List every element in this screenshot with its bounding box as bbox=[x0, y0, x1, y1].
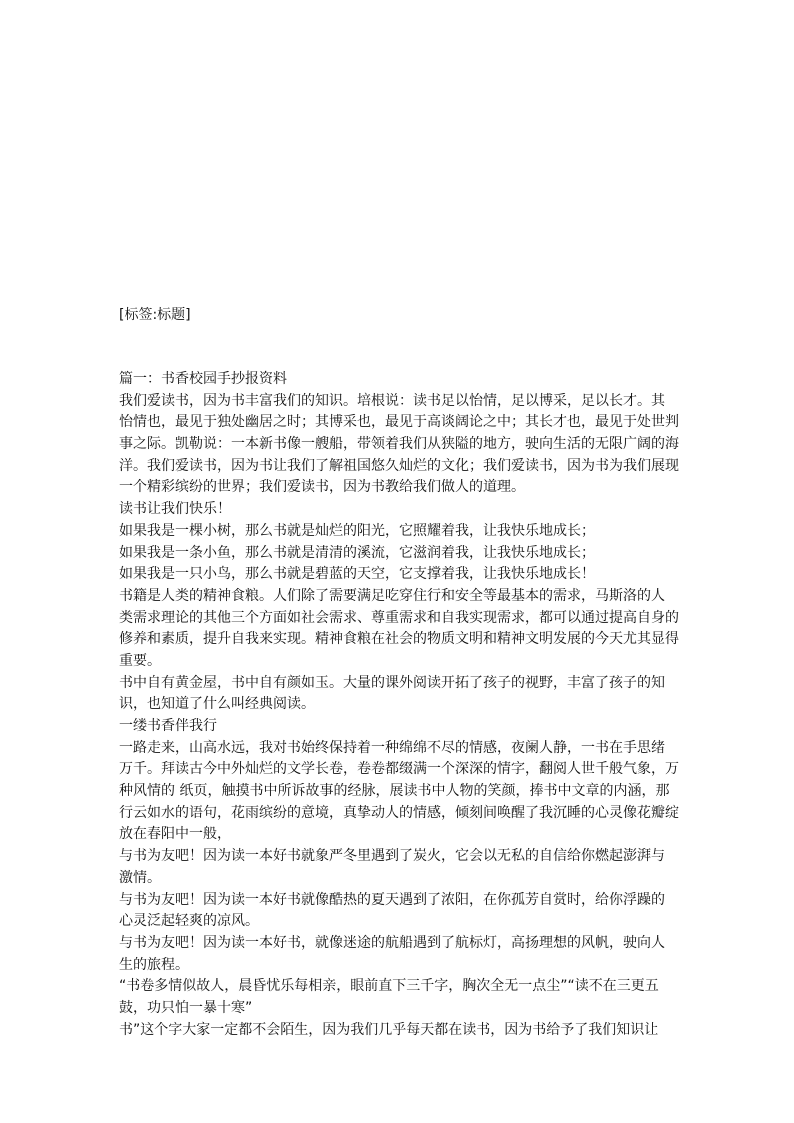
body-text-line: 书中自有黄金屋，书中自有颜如玉。大量的课外阅读开拓了孩子的视野，丰富了孩子的知 bbox=[119, 674, 665, 691]
body-text-line: 万千。拜读古今中外灿烂的文学长卷，卷卷都缀满一个深深的情字，翻阅人世千般气象，万 bbox=[119, 761, 679, 778]
body-text-line: 书籍是人类的精神食粮。人们除了需要满足吃穿住行和安全等最基本的需求，马斯洛的人 bbox=[119, 587, 665, 604]
body-text-line: 行云如水的语句，花雨缤纷的意境，真挚动人的情感，倾刻间唤醒了我沉睡的心灵像花瓣绽 bbox=[119, 804, 679, 821]
document-body bbox=[119, 369, 682, 1041]
body-text-line: 读书让我们快乐！ bbox=[119, 501, 231, 518]
body-text-line: 书”这个字大家一定都不会陌生，因为我们几乎每天都在读书，因为书给予了我们知识让 bbox=[119, 1021, 659, 1038]
body-text-line: 如果我是一棵小树，那么书就是灿烂的阳光，它照耀着我，让我快乐地成长； bbox=[119, 522, 595, 539]
body-text-line: 重要。 bbox=[119, 652, 161, 669]
body-text-line: 我们爱读书，因为书丰富我们的知识。培根说：读书足以怡情，足以博采，足以长才。其 bbox=[119, 392, 665, 409]
body-text-line: 鼓，功只怕一暴十寒” bbox=[119, 999, 253, 1016]
body-text-line: 洋。我们爱读书，因为书让我们了解祖国悠久灿烂的文化；我们爱读书，因为书为我们展现 bbox=[119, 457, 679, 474]
body-text-line: 激情。 bbox=[119, 869, 161, 886]
body-text-line: 怡情也，最见于独处幽居之时；其博采也，最见于高谈阔论之中；其长才也，最见于处世判 bbox=[119, 414, 679, 431]
body-text-line: 如果我是一只小鸟，那么书就是碧蓝的天空，它支撑着我，让我快乐地成长！ bbox=[119, 566, 595, 583]
body-text-line: 事之际。凯勒说：一本新书像一艘船，带领着我们从狭隘的地方，驶向生活的无限广阔的海 bbox=[119, 436, 679, 453]
body-text-line: 生的旅程。 bbox=[119, 956, 189, 973]
body-text-line: 如果我是一条小鱼，那么书就是清清的溪流，它滋润着我，让我快乐地成长； bbox=[119, 544, 595, 561]
section-heading: 篇一：书香校园手抄报资料 bbox=[119, 371, 287, 387]
body-text-line: 修养和素质，提升自我来实现。精神食粮在社会的物质文明和精神文明发展的今天尤其显得 bbox=[119, 631, 679, 648]
body-text-line: 心灵泛起轻爽的凉风。 bbox=[119, 913, 259, 930]
body-text-line: 识，也知道了什么叫经典阅读。 bbox=[119, 696, 315, 713]
body-text-line: 与书为友吧！因为读一本好书，就像迷途的航船遇到了航标灯，高扬理想的风帆，驶向人 bbox=[119, 934, 665, 951]
body-text-line: 放在春阳中一般， bbox=[119, 826, 231, 843]
tag-title: [标签:标题] bbox=[119, 307, 191, 323]
body-text-line: “书卷多情似故人，晨昏忧乐每相亲，眼前直下三千字，胸次全无一点尘”“读不在三更五 bbox=[119, 978, 659, 995]
body-text-line: 类需求理论的其他三个方面如社会需求、尊重需求和自我实现需求，都可以通过提高自身的 bbox=[119, 609, 679, 626]
body-text-line: 与书为友吧！因为读一本好书就象严冬里遇到了炭火，它会以无私的自信给你燃起澎湃与 bbox=[119, 848, 665, 865]
body-text-line: 一个精彩缤纷的世界；我们爱读书，因为书教给我们做人的道理。 bbox=[119, 479, 525, 496]
body-text-line: 与书为友吧！因为读一本好书就像酷热的夏天遇到了浓阳，在你孤芳自赏时，给你浮躁的 bbox=[119, 891, 665, 908]
body-text-line: 一路走来，山高水远，我对书始终保持着一种绵绵不尽的情感，夜阑人静，一书在手思绪 bbox=[119, 739, 665, 756]
body-text-line: 种风情的 纸页，触摸书中所诉故事的经脉，展读书中人物的笑颜，捧书中文章的内涵，那 bbox=[119, 783, 670, 800]
body-text-line: 一缕书香伴我行 bbox=[119, 718, 217, 734]
